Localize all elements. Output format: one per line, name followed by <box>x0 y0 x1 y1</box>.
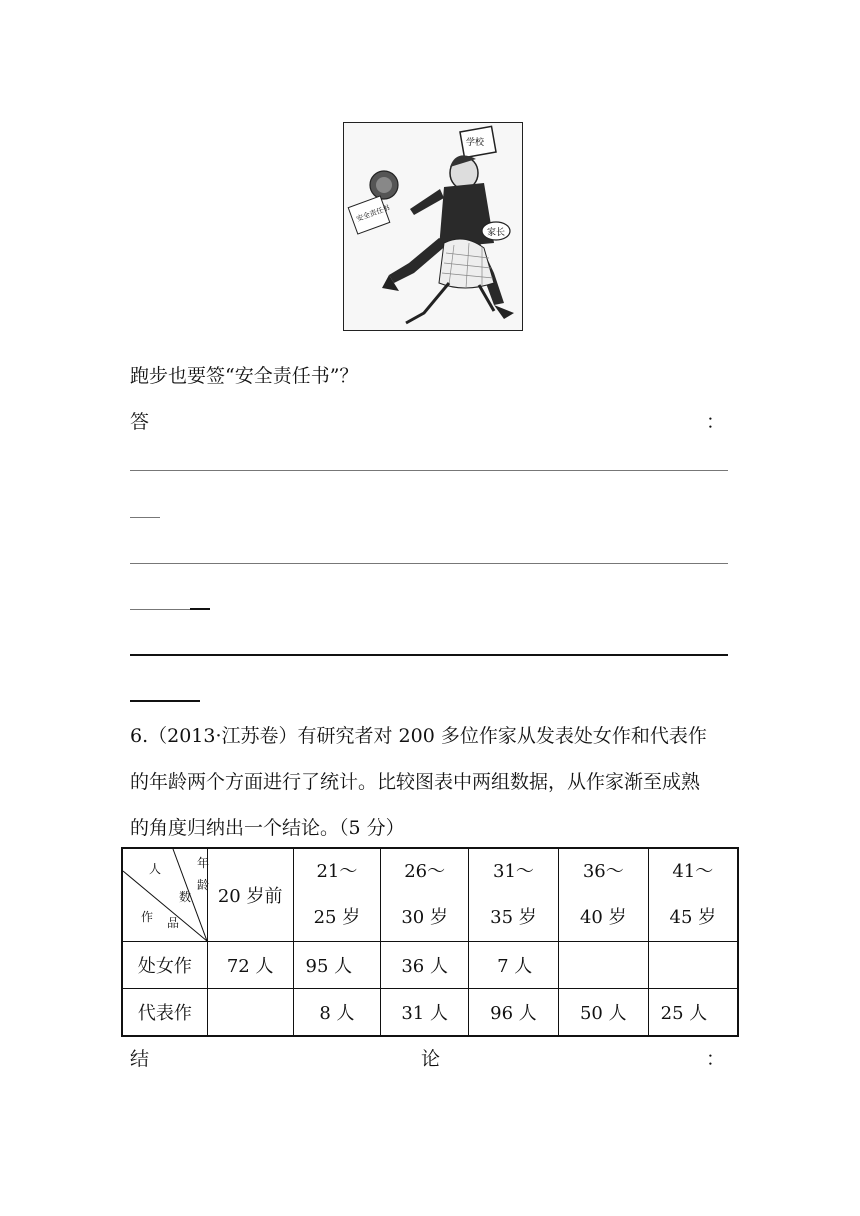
corner-diagonal-lines <box>123 849 210 941</box>
answer-colon: ： <box>706 411 726 433</box>
table-header-row <box>122 848 738 942</box>
question-6-line-1: 6.（2013·江苏卷）有研究者对 200 多位作家从发表处女作和代表作 <box>130 725 707 747</box>
answer-line-1-tail[interactable] <box>130 517 160 518</box>
image-caption: 跑步也要签“安全责任书”？ <box>130 365 359 387</box>
corner-label-ling: 龄 <box>197 878 210 892</box>
table-cell: 25 人 <box>648 989 738 1036</box>
table-cell: 72 人 <box>207 942 293 989</box>
table-cell: 95 人 <box>293 942 381 989</box>
table-cell: 7 人 <box>469 942 559 989</box>
table-cell: 96 人 <box>469 989 559 1036</box>
question-6-line-2: 的年龄两个方面进行了统计。比较图表中两组数据，从作家渐至成熟 <box>130 771 701 793</box>
table-cell <box>207 989 293 1036</box>
conclusion-label-1: 结 <box>130 1048 150 1070</box>
parent-sign-label: 家长 <box>487 228 506 238</box>
age-statistics-table <box>121 847 739 1037</box>
corner-label-pin: 品 <box>167 916 180 930</box>
age-header-0: 20 岁前 <box>207 848 293 942</box>
corner-label-ren: 人 <box>149 862 162 876</box>
question-6-line-3: 的角度归纳出一个结论。（5 分） <box>130 817 405 839</box>
table-corner-cell <box>122 848 210 942</box>
table-cell <box>558 942 648 989</box>
table-cell <box>648 942 738 989</box>
age-header-4: 36～ 40 岁 <box>558 848 648 942</box>
table-row <box>122 942 738 989</box>
cartoon-illustration <box>343 122 523 331</box>
age-header-3: 31～ 35 岁 <box>469 848 559 942</box>
corner-label-shu: 数 <box>179 890 192 904</box>
age-header-5: 41～ 45 岁 <box>648 848 738 942</box>
conclusion-colon: ： <box>706 1048 726 1070</box>
answer-label: 答 <box>130 411 150 433</box>
table-cell: 50 人 <box>558 989 648 1036</box>
table-cell: 31 人 <box>381 989 469 1036</box>
paper-sign-label: 安全责任书 <box>355 203 392 224</box>
conclusion-label-2: 论 <box>421 1048 441 1070</box>
answer-line-2[interactable] <box>130 563 728 564</box>
table-cell: 36 人 <box>381 942 469 989</box>
row-label-first-work: 处女作 <box>122 942 207 989</box>
answer-line-3[interactable] <box>130 654 728 656</box>
answer-line-3-tail[interactable] <box>130 700 200 702</box>
age-header-1: 21～ 25 岁 <box>293 848 381 942</box>
corner-label-zuo: 作 <box>141 910 154 924</box>
age-header-2: 26～ 30 岁 <box>381 848 469 942</box>
answer-line-2-tail[interactable] <box>130 609 192 610</box>
answer-line-1[interactable] <box>130 470 728 471</box>
table-row <box>122 989 738 1036</box>
table-cell: 8 人 <box>293 989 381 1036</box>
corner-label-nian: 年 <box>197 856 210 870</box>
cartoon-drawing <box>344 123 523 331</box>
row-label-representative-work: 代表作 <box>122 989 207 1036</box>
answer-line-2-tail-bold <box>190 608 210 610</box>
school-sign-label: 学校 <box>466 138 485 148</box>
